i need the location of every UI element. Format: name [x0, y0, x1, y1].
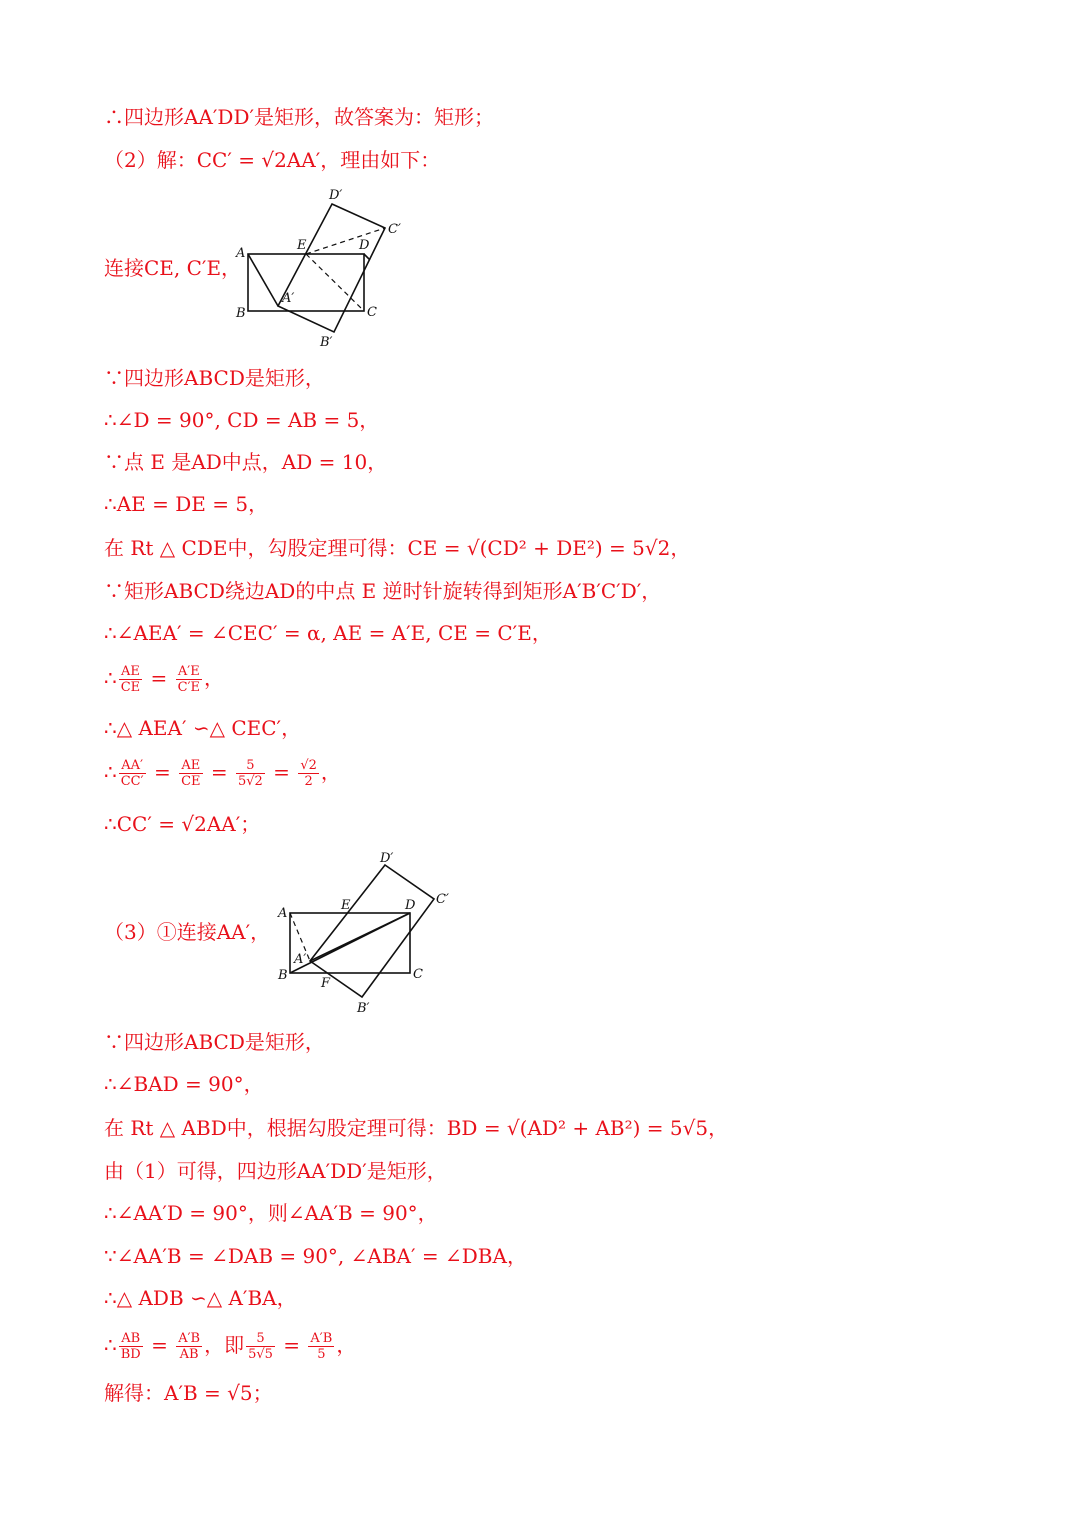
- label-d: D: [359, 238, 370, 253]
- label-c-prime: C′: [436, 892, 449, 907]
- denominator: 5√5: [248, 1347, 273, 1362]
- text-line-16: ∵四边形ABCD是矩形，: [104, 1030, 325, 1054]
- suffix: ，: [204, 666, 225, 690]
- text-line-18: 在 Rt △ ABD中，根据勾股定理可得：BD = √(AD² + AB²) = 5√5，: [104, 1116, 729, 1140]
- text-line-9: ∵矩形ABCD绕边AD的中点 E 逆时针旋转得到矩形A′B′C′D′，: [104, 579, 662, 603]
- text-line-5: ∴∠D = 90°, CD = AB = 5，: [104, 408, 380, 432]
- label-a: A: [278, 906, 288, 921]
- text-line-2: （2）解：CC′ = √2AA′，理由如下：: [104, 148, 441, 172]
- label-c-prime: C′: [388, 222, 401, 237]
- fraction: [119, 664, 142, 695]
- fraction: [119, 1331, 143, 1362]
- text-line-15: （3）①连接AA′，: [104, 920, 271, 944]
- label-a-prime: A′: [294, 952, 307, 967]
- rectangle-abcd: [248, 254, 364, 311]
- fraction-line-1: ∴ $\frac{AE}{CE}$ = $\frac{A'E}{C'E}$ ，: [104, 664, 225, 695]
- label-b-prime: B′: [320, 335, 333, 350]
- text-line-4: ∵四边形ABCD是矩形，: [104, 366, 325, 390]
- label-c: C: [413, 967, 423, 982]
- prefix: ∴: [104, 760, 117, 784]
- label-a-prime: A′: [282, 291, 295, 306]
- prefix: ∴: [104, 1333, 117, 1357]
- fraction: [119, 758, 146, 789]
- numerator: 5: [236, 758, 265, 774]
- fraction-line-2: ∴ $\frac{AA'}{CC'}$ = $\frac{AE}{CE}$ = $\frac{5}{5√2}$ = $\frac{√2}{2}$ ，: [104, 758, 341, 789]
- fraction: [236, 758, 265, 789]
- prefix: ∴: [104, 666, 117, 690]
- geometry-figure-1: [228, 182, 418, 352]
- denominator: AB: [179, 1347, 199, 1362]
- text-line-1: ∴四边形AA′DD′是矩形，故答案为：矩形；: [104, 105, 495, 129]
- denominator: 5: [317, 1347, 326, 1362]
- fraction: [179, 758, 202, 789]
- text-line-6: ∵点 E 是AD中点，AD = 10，: [104, 450, 388, 474]
- label-d: D: [405, 898, 416, 913]
- segment-aa1: [248, 254, 278, 306]
- denominator: CC′: [120, 774, 144, 789]
- denominator: C′E: [177, 680, 201, 695]
- text-line-12: ∴△ AEA′ ∽△ CEC′，: [104, 716, 302, 740]
- suffix: ，: [336, 1333, 357, 1357]
- segment-a1d: [310, 913, 410, 961]
- segment-dd1: [364, 254, 370, 260]
- text-line-20: ∴∠AA′D = 90°，则∠AA′B = 90°，: [104, 1201, 438, 1225]
- text-line-8: 在 Rt △ CDE中，勾股定理可得：CE = √(CD² + DE²) = 5√2，: [104, 536, 691, 560]
- text-line-14: ∴CC′ = √2AA′；: [104, 812, 261, 836]
- text-line-7: ∴AE = DE = 5，: [104, 492, 269, 516]
- denominator: CE: [181, 774, 201, 789]
- fraction: [308, 1331, 334, 1362]
- numerator: A′B: [178, 1331, 201, 1346]
- label-c: C: [367, 305, 377, 320]
- label-b: B: [236, 306, 246, 321]
- numerator: AE: [119, 664, 142, 680]
- text-line-3: 连接CE, C′E，: [104, 256, 242, 280]
- numerator: √2: [300, 758, 317, 773]
- label-b: B: [278, 968, 288, 983]
- label-f: F: [321, 976, 331, 991]
- text-line-19: 由（1）可得，四边形AA′DD′是矩形，: [104, 1159, 447, 1183]
- label-a: A: [236, 246, 246, 261]
- fraction: [298, 758, 319, 789]
- text-line-10: ∴∠AEA′ = ∠CEC′ = α, AE = A′E, CE = C′E，: [104, 621, 552, 645]
- denominator: 5√2: [238, 774, 263, 789]
- label-d-prime: D′: [329, 188, 343, 203]
- suffix: ，: [320, 760, 341, 784]
- numerator: AB: [119, 1331, 143, 1347]
- geometry-figure-2: [270, 845, 460, 1020]
- text-line-22: ∴△ ADB ∽△ A′BA，: [104, 1286, 297, 1310]
- label-e: E: [297, 238, 307, 253]
- mid-text: ，即: [204, 1333, 245, 1357]
- text-line-21: ∵∠AA′B = ∠DAB = 90°, ∠ABA′ = ∠DBA，: [104, 1244, 527, 1268]
- label-d-prime: D′: [380, 851, 394, 866]
- numerator: AE: [179, 758, 202, 774]
- denominator: 2: [304, 774, 313, 789]
- denominator: BD: [120, 1347, 141, 1362]
- denominator: CE: [120, 680, 141, 695]
- numerator: A′B: [310, 1331, 333, 1346]
- label-e: E: [341, 898, 351, 913]
- text-line-24: 解得：A′B = √5；: [104, 1381, 273, 1405]
- fraction: [176, 664, 202, 695]
- segment-ce-dashed: [306, 254, 364, 311]
- numerator: 5: [246, 1331, 275, 1347]
- text-line-17: ∴∠BAD = 90°，: [104, 1072, 264, 1096]
- fraction-line-3: ∴ $\frac{AB}{BD}$ = $\frac{A'B}{AB}$ ，即 $\frac{5}{5√5}$ = $\frac{A'B}{5}$ ，: [104, 1331, 357, 1362]
- fraction: [176, 1331, 202, 1362]
- numerator: AA′: [119, 758, 146, 774]
- fraction: [246, 1331, 275, 1362]
- numerator: A′E: [176, 664, 202, 680]
- label-b-prime: B′: [357, 1001, 370, 1016]
